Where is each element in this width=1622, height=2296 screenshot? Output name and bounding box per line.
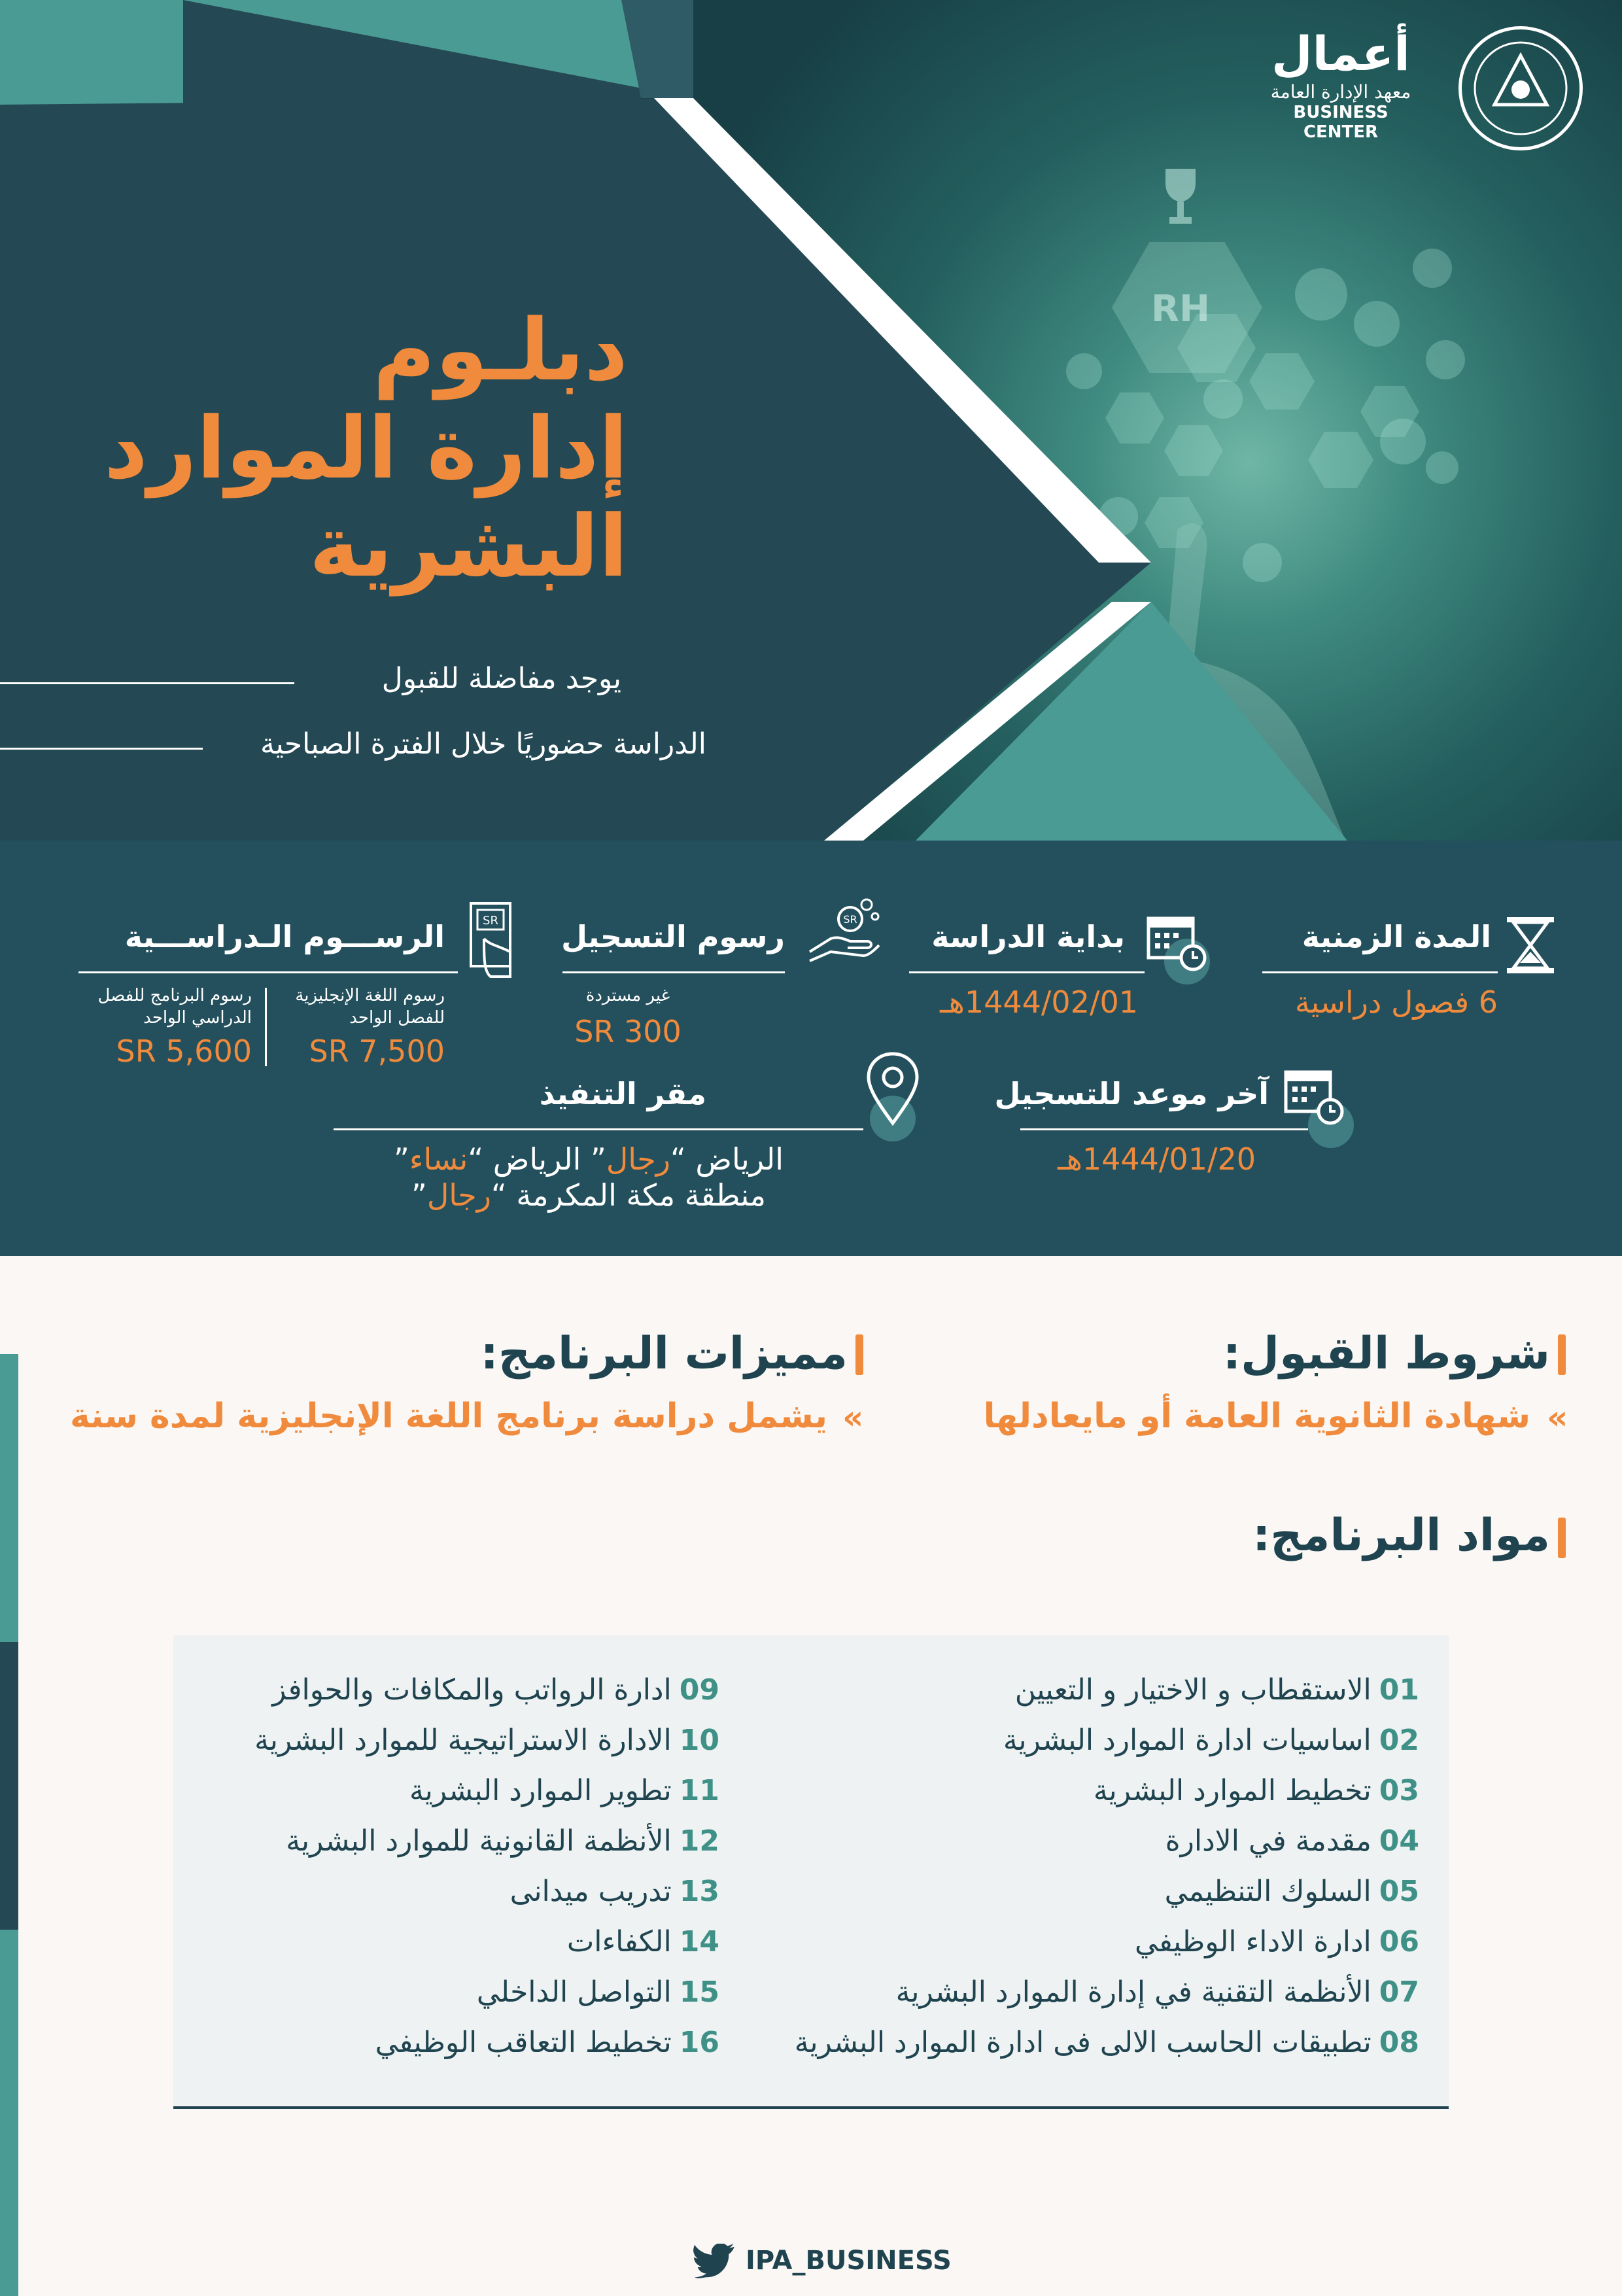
- course-name: الادارة الاستراتيجية للموارد البشرية: [254, 1724, 672, 1757]
- org-name-ar: معهد الإدارة العامة: [1270, 81, 1411, 103]
- registration-fee-label: رسوم التسجيل: [561, 919, 785, 954]
- course-name: الاستقطاب و الاختيار و التعيين: [1014, 1673, 1372, 1707]
- section-marker: [1558, 1518, 1566, 1558]
- divider-line: [265, 988, 267, 1066]
- course-name: تخطيط التعاقب الوظيفي: [375, 2026, 672, 2059]
- program-fee-value: 5,600 SR: [116, 1034, 252, 1069]
- hand-coins-icon: [804, 893, 883, 971]
- course-name: ادارة الرواتب والمكافات والحوافز: [272, 1673, 672, 1707]
- course-number: 12: [679, 1824, 719, 1858]
- course-number: 08: [1379, 2026, 1419, 2059]
- divider-line: [1262, 971, 1498, 973]
- divider-line: [0, 748, 203, 750]
- course-item: [196, 1673, 719, 1707]
- side-accent-bar: [0, 1642, 18, 1930]
- course-item: [196, 1824, 719, 1858]
- courses-title: مواد البرنامج:: [1252, 1510, 1550, 1561]
- start-value: 1444/02/01هـ: [940, 984, 1138, 1020]
- deadline-label: آخر موعد للتسجيل: [994, 1076, 1269, 1111]
- banknote-icon: [464, 899, 523, 978]
- duration-label: المدة الزمنية: [1302, 919, 1491, 954]
- course-number: 11: [679, 1774, 719, 1807]
- twitter-handle: IPA_BUSINESS: [693, 2244, 952, 2280]
- course-name: الكفاءات: [566, 1925, 672, 1958]
- course-number: 04: [1379, 1824, 1419, 1858]
- start-label: بداية الدراسة: [931, 919, 1125, 954]
- institute-seal-icon: [1458, 26, 1583, 150]
- course-number: 13: [679, 1875, 719, 1908]
- section-marker: [1558, 1334, 1566, 1375]
- courses-underline: [173, 2106, 1449, 2109]
- course-number: 03: [1379, 1774, 1419, 1807]
- title-line-1: دبلـوم: [373, 300, 628, 400]
- location-pin-icon: [863, 1050, 922, 1128]
- divider-line: [909, 971, 1145, 973]
- course-number: 10: [679, 1724, 719, 1757]
- course-name: الأنظمة القانونية للموارد البشرية: [286, 1824, 672, 1858]
- venue-line-2: منطقة مكة المكرمة “رجال”: [411, 1177, 766, 1213]
- calendar-icon: [1145, 909, 1210, 975]
- course-name: تطوير الموارد البشرية: [409, 1774, 672, 1807]
- course-name: مقدمة في الادارة: [1165, 1824, 1372, 1858]
- course-number: 06: [1379, 1925, 1419, 1958]
- course-name: ادارة الاداء الوظيفي: [1135, 1925, 1372, 1958]
- program-fee-note: رسوم البرنامج للفصل الدراسي الواحد: [97, 986, 252, 1028]
- calendar-clock-icon: [1282, 1063, 1347, 1128]
- venue-label: مقر التنفيذ: [539, 1076, 706, 1111]
- divider-line: [78, 971, 458, 973]
- course-number: 07: [1379, 1975, 1419, 2009]
- course-item: [746, 1925, 1419, 1958]
- side-accent-bar: [0, 1354, 18, 1642]
- course-item: [196, 1774, 719, 1807]
- course-item: [746, 1673, 1419, 1707]
- duration-value: 6 فصول دراسية: [1294, 984, 1498, 1020]
- business-center-logo: [1256, 26, 1426, 150]
- divider-line: [334, 1128, 863, 1130]
- divider-line: [562, 971, 785, 973]
- side-accent-bar: [0, 1930, 18, 2296]
- program-info-band: [0, 841, 1622, 1256]
- schedule-note: الدراسة حضوريًا خلال الفترة الصباحية: [260, 727, 706, 761]
- deadline-value: 1444/01/20هـ: [1058, 1141, 1256, 1177]
- twitter-bird-icon: [693, 2244, 736, 2280]
- registration-fee-value: 300 SR: [574, 1014, 682, 1049]
- course-item: [196, 1724, 719, 1757]
- admission-title: شروط القبول:: [1222, 1328, 1550, 1380]
- course-name: اساسيات ادارة الموارد البشرية: [1003, 1724, 1372, 1757]
- course-item: [196, 1925, 719, 1958]
- chevron-icon: «: [1547, 1399, 1568, 1436]
- title-line-2: إدارة الموارد: [104, 398, 628, 498]
- course-name: التواصل الداخلي: [476, 1975, 672, 2009]
- course-number: 02: [1379, 1724, 1419, 1757]
- admission-item: شهادة الثانوية العامة أو مايعادلها: [983, 1397, 1530, 1436]
- course-number: 14: [679, 1925, 719, 1958]
- registration-fee-note: غير مستردة: [585, 986, 670, 1005]
- english-fee-value: 7,500 SR: [309, 1034, 445, 1069]
- hero-photo: RH: [641, 0, 1622, 841]
- svg-text:SR: SR: [483, 914, 498, 928]
- course-item: [746, 1875, 1419, 1908]
- course-item: [746, 1724, 1419, 1757]
- course-name: السلوك التنظيمي: [1164, 1875, 1372, 1908]
- course-number: 09: [679, 1673, 719, 1707]
- section-marker: [855, 1334, 863, 1375]
- course-item: [746, 1975, 1419, 2009]
- title-line-3: البشرية: [309, 496, 628, 596]
- tuition-label: الرســـوم الـدراســـية: [124, 919, 445, 954]
- org-name-en: BUSINESS CENTER: [1293, 103, 1389, 142]
- course-item: [746, 1824, 1419, 1858]
- course-number: 16: [679, 2026, 719, 2059]
- hourglass-icon: [1504, 916, 1557, 975]
- course-number: 05: [1379, 1875, 1419, 1908]
- english-fee-note: رسوم اللغة الإنجليزية للفصل الواحد: [295, 986, 445, 1028]
- program-title: [39, 301, 628, 595]
- divider-line: [1020, 1128, 1308, 1130]
- hero-section: [0, 0, 1622, 841]
- course-name: تدريب ميدانى: [509, 1875, 672, 1908]
- divider-line: [0, 682, 294, 684]
- brand-mark: أعمال: [1271, 26, 1410, 81]
- chevron-icon: «: [842, 1399, 864, 1436]
- course-item: [196, 1875, 719, 1908]
- svg-text:SR: SR: [843, 913, 857, 926]
- course-item: [746, 1774, 1419, 1807]
- course-item: [196, 1975, 719, 2009]
- admission-note: يوجد مفاضلة للقبول: [381, 662, 621, 695]
- features-title: مميزات البرنامج:: [480, 1328, 848, 1380]
- course-name: تطبيقات الحاسب الالى فى ادارة الموارد البشرية: [794, 2026, 1372, 2059]
- course-item: [196, 2026, 719, 2059]
- features-item: يشمل دراسة برنامج اللغة الإنجليزية لمدة سنة: [70, 1397, 827, 1436]
- course-number: 01: [1379, 1673, 1419, 1707]
- course-number: 15: [679, 1975, 719, 2009]
- course-name: تخطيط الموارد البشرية: [1093, 1774, 1372, 1807]
- course-item: [746, 2026, 1419, 2059]
- venue-line-1: الرياض “رجال” الرياض “نساء”: [394, 1141, 784, 1177]
- course-name: الأنظمة التقنية في إدارة الموارد البشرية: [895, 1975, 1372, 2009]
